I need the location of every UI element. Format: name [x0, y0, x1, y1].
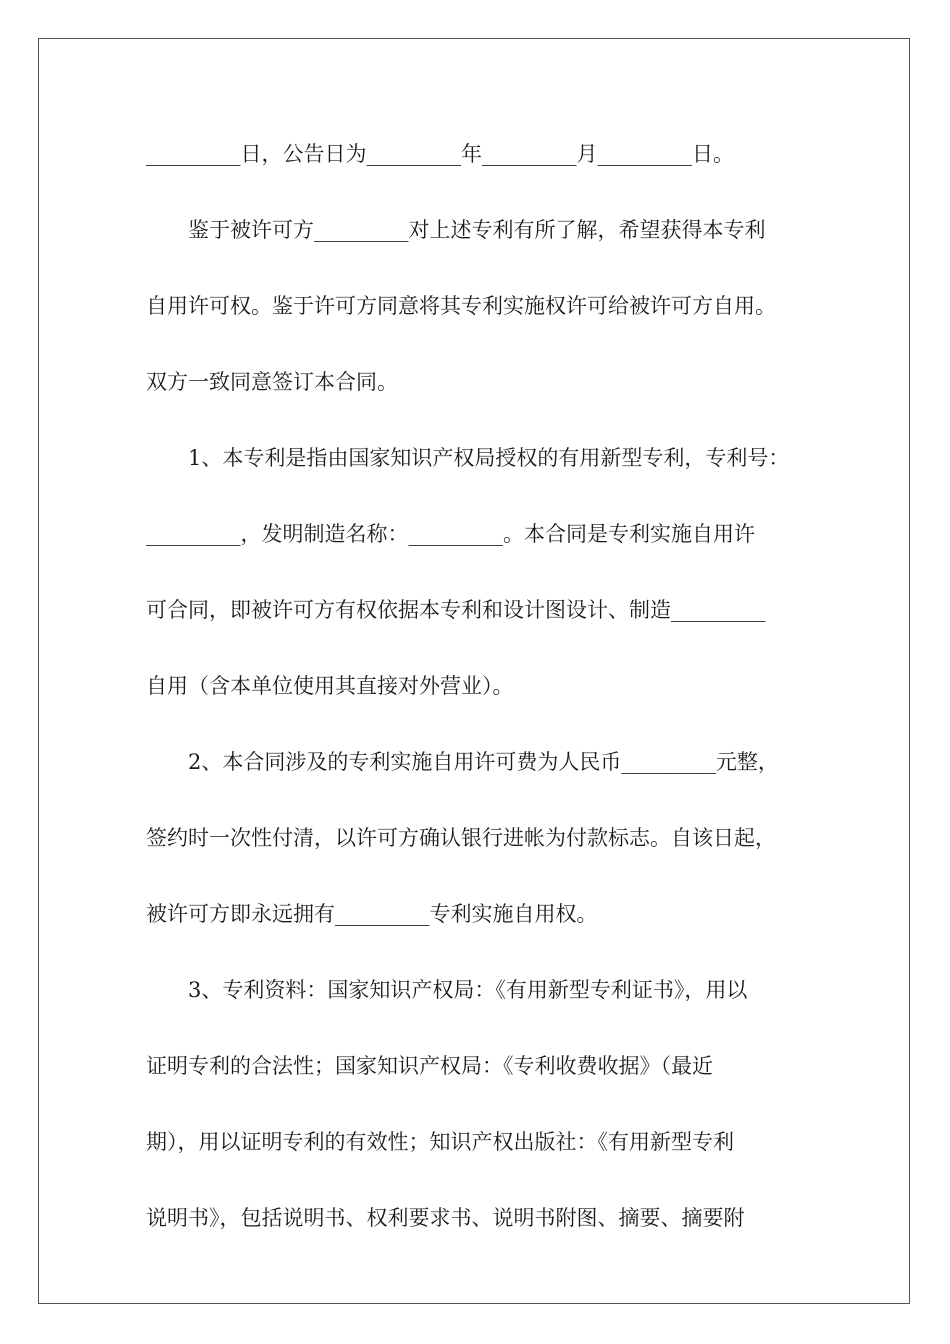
text-line-3: 自用许可权。鉴于许可方同意将其专利实施权许可给被许可方自用。: [146, 294, 776, 318]
clause-3-line-1: 3、专利资料：国家知识产权局：《有用新型专利证书》，用以: [188, 978, 748, 1002]
clause-3-line-3: 期），用以证明专利的有效性；知识产权出版社：《有用新型专利: [146, 1130, 734, 1154]
clause-2-line-3: 被许可方即永远拥有_________专利实施自用权。: [146, 902, 598, 926]
clause-1-line-1: 1、本专利是指由国家知识产权局授权的有用新型专利，专利号：: [188, 446, 790, 470]
clause-3-line-2: 证明专利的合法性；国家知识产权局：《专利收费收据》（最近: [146, 1054, 713, 1078]
clause-1-line-2: _________，发明制造名称：_________。本合同是专利实施自用许: [146, 522, 755, 546]
clause-3-line-4: 说明书》，包括说明书、权利要求书、说明书附图、摘要、摘要附: [146, 1206, 745, 1230]
text-line-4: 双方一致同意签订本合同。: [146, 370, 398, 394]
clause-2-line-1: 2、本合同涉及的专利实施自用许可费为人民币_________元整，: [188, 750, 779, 774]
text-line-1: _________日，公告日为_________年_________月_________日。: [146, 142, 734, 166]
text-line-2: 鉴于被许可方_________对上述专利有所了解，希望获得本专利: [188, 218, 766, 242]
clause-2-line-2: 签约时一次性付清，以许可方确认银行进帐为付款标志。自该日起，: [146, 826, 776, 850]
clause-1-line-3: 可合同，即被许可方有权依据本专利和设计图设计、制造_________: [146, 598, 766, 622]
document-body: [146, 130, 826, 1270]
clause-1-line-4: 自用（含本单位使用其直接对外营业）。: [146, 674, 514, 698]
